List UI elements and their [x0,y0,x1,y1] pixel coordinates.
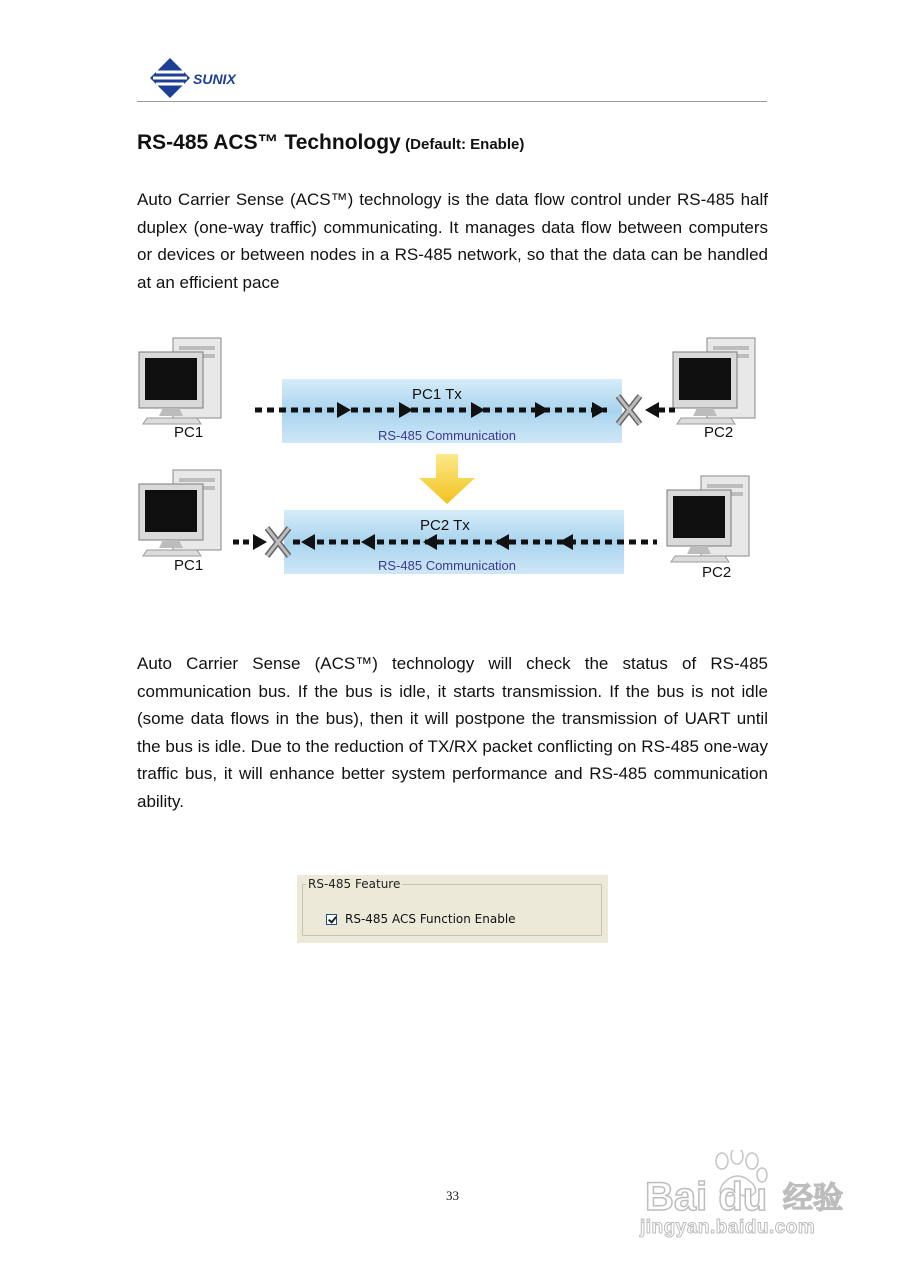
pc2-top-icon [673,338,755,424]
down-arrow-icon [419,454,475,504]
acs-enable-label[interactable]: RS-485 ACS Function Enable [345,912,516,926]
logo-text: SUNIX [193,71,236,87]
acs-diagram [137,330,767,585]
top-arrow-head-left [645,402,659,418]
pc2-bottom-icon [667,476,749,562]
top-title: PC1 Tx [412,386,462,403]
acs-enable-option[interactable] [326,912,516,926]
bottom-arrow-head-right [253,534,267,550]
top-caption: RS-485 Communication [378,428,517,443]
pc1-top-label: PC1 [174,424,204,441]
heading-main: RS-485 ACS™ Technology [137,131,401,154]
sunix-logo [148,56,258,100]
page-number: 33 [446,1188,459,1203]
acs-enable-checkbox[interactable] [326,914,337,925]
watermark-brand: Bai du [645,1175,768,1218]
detail-paragraph: Auto Carrier Sense (ACS™) technology will check the status of RS-485 communication bus. If the bus is idle, it starts transmission. If the bus is not idle (some data flows in the bus), then it will postpone the transmission of UART until the bus is idle. Due to the reduction of TX/RX packet conflicting on RS-485 one-way traffic bus, it will enhance better system performance and RS-485 communication ability. [137,654,768,811]
section-heading [137,131,777,155]
bottom-caption: RS-485 Communication [378,558,517,573]
header-divider [137,101,767,102]
pc1-bottom-label: PC1 [174,557,204,574]
top-scenario [139,338,755,443]
intro-paragraph: Auto Carrier Sense (ACS™) technology is the data flow control under RS-485 half duplex (one-way traffic) communicating. It manages data flow between computers or devices or between nodes in a RS-485 network, so that the data can be handled at an efficient pace [137,190,768,292]
rs485-feature-panel [297,875,608,943]
heading-sub: (Default: Enable) [405,136,525,153]
pc2-bottom-label: PC2 [702,564,732,581]
pc1-top-icon [139,338,221,424]
pc2-top-label: PC2 [704,424,734,441]
bottom-title: PC2 Tx [420,517,470,534]
feature-groupbox [302,884,602,936]
feature-group-label: RS-485 Feature [308,877,401,891]
pc1-bottom-icon [139,470,221,556]
watermark-cn: 经验 [783,1181,843,1216]
watermark-url: jingyan.baidu.com [640,1217,816,1238]
baidu-watermark [645,1150,860,1218]
